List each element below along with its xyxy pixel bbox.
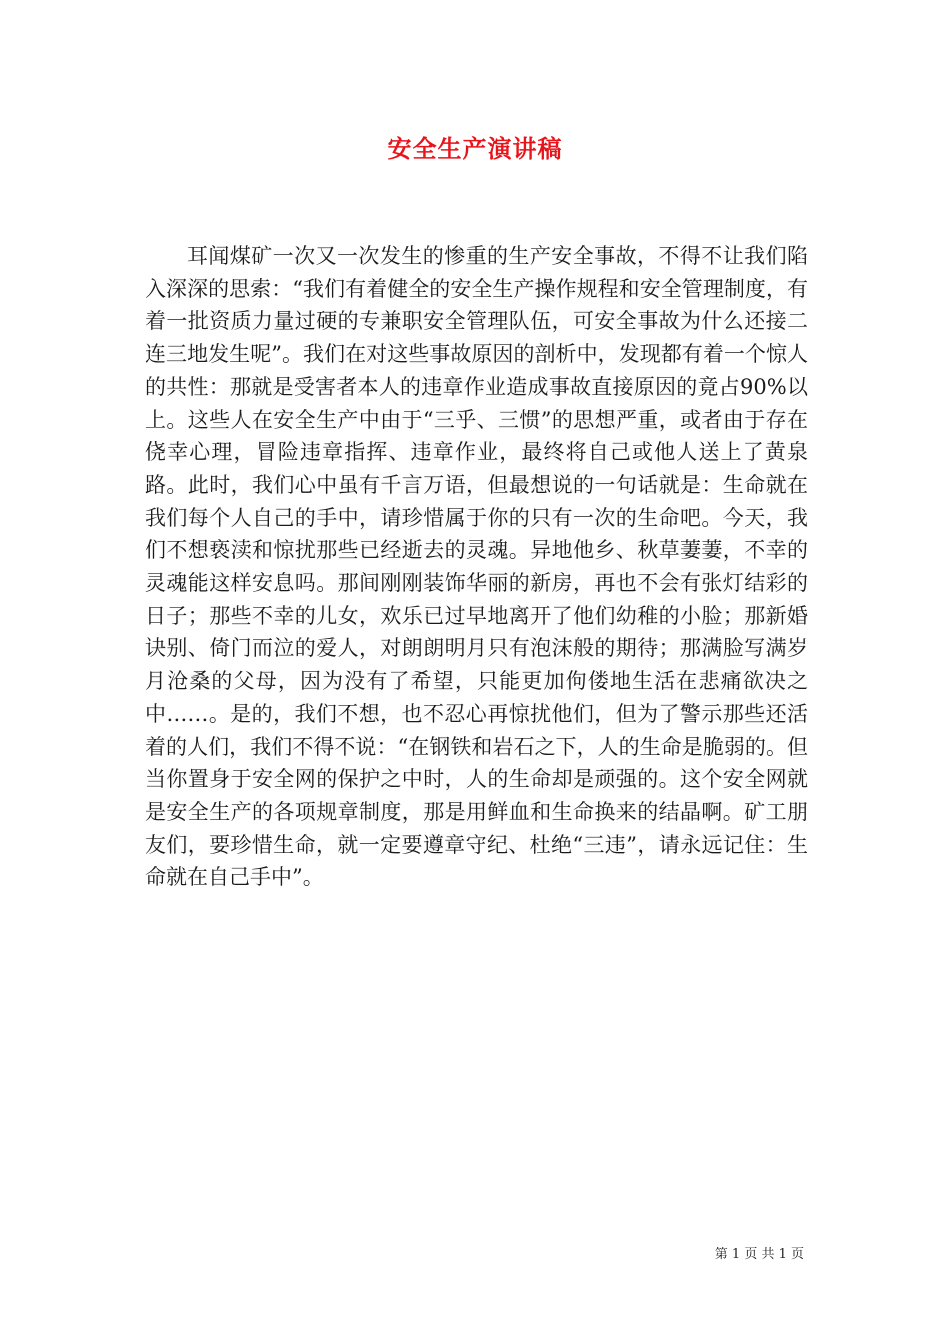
page-title: 安全生产演讲稿 xyxy=(387,134,563,163)
page-number: 第 1 页 共 1 页 xyxy=(714,1247,804,1262)
body-paragraph: 耳闻煤矿一次又一次发生的惨重的生产安全事故，不得不让我们陷入深深的思索：“我们有着健全的安全生产操作规程和安全管理制度，有着一批资质力量过硬的专兼职安全管理队伍，可安全事故为什么还接二连三地发生呢”。我们在对这些事故原因的剖析中，发现都有着一个惊人的共性：那就是受害者本人的违章作业造成事故直接原因的竟占90%以上。这些人在安全生产中由于“三乎、三惯”的思想严重，或者由于存在侥幸心理，冒险违章指挥、违章作业，最终将自己或他人送上了黄泉路。此时，我们心中虽有千言万语，但最想说的一句话就是：生命就在我们每个人自己的手中，请珍惜属于你的只有一次的生命吧。今天，我们不想亵渎和惊扰那些已经逝去的灵魂。异地他乡、秋草萋萋，不幸的灵魂能这样安息吗。那间刚刚装饰华丽的新房，再也不会有张灯结彩的日子；那些不幸的儿女，欢乐已过早地离开了他们幼稚的小脸；那新婚诀别、倚门而泣的爱人，对朗朗明月只有泡沫般的期待；那满脸写满岁月沧桑的父母，因为没有了希望，只能更加佝偻地生活在悲痛欲决之中……。是的，我们不想，也不忍心再惊扰他们，但为了警示那些还活着的人们，我们不得不说：“在钢铁和岩石之下，人的生命是脆弱的。但当你置身于安全网的保护之中时，人的生命却是顽强的。这个安全网就是安全生产的各项规章制度，那是用鲜血和生命换来的结晶啊。矿工朋友们，要珍惜生命，就一定要遵章守纪、杜绝“三违”，请永远记住：生命就在自己手中”。 xyxy=(145,244,808,890)
